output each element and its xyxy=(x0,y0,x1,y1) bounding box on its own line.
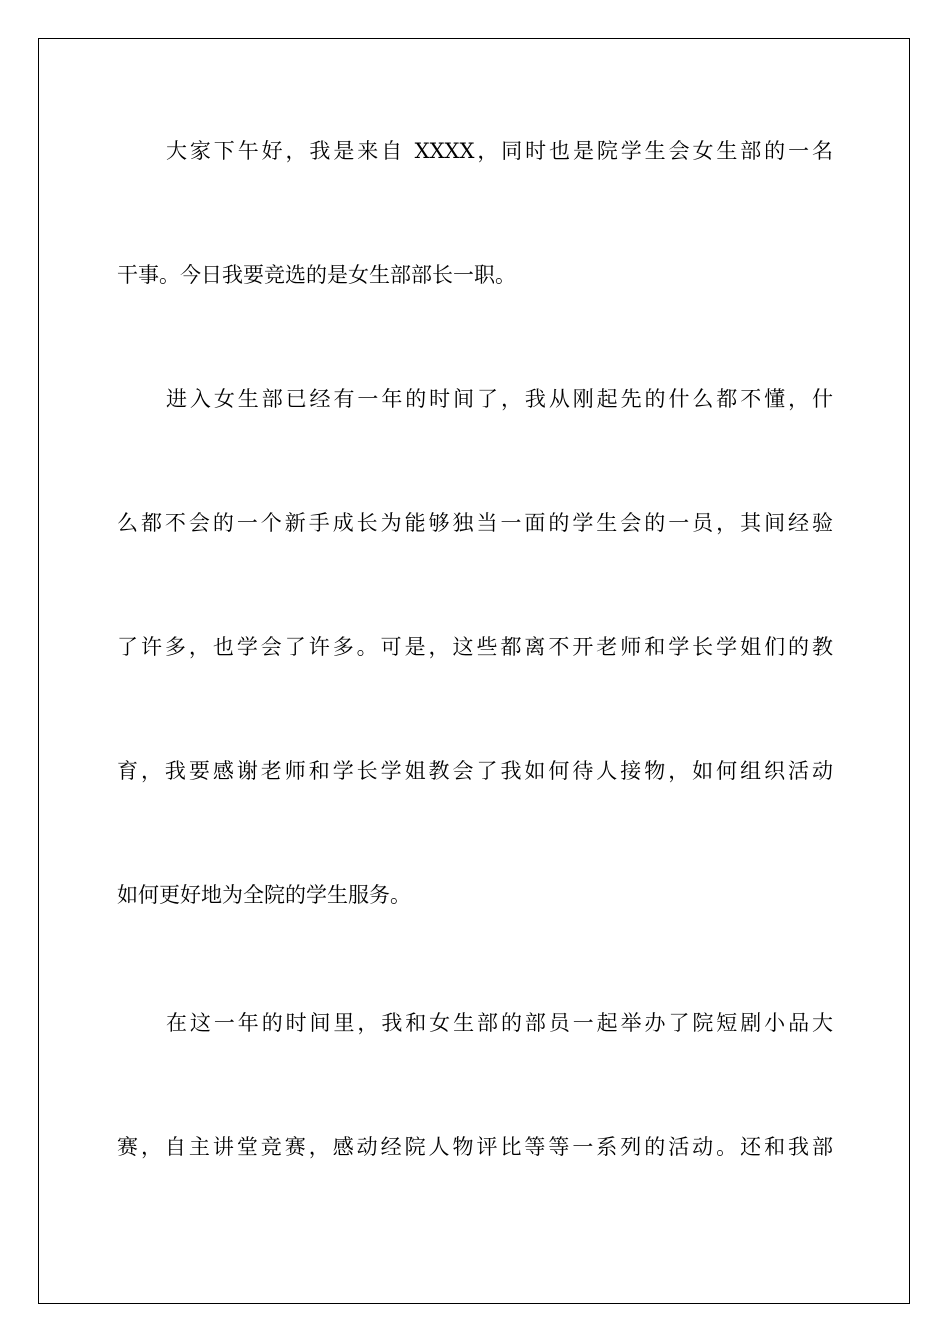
page-border xyxy=(38,38,910,1304)
paragraph-2-line-3: 了许多，也学会了许多。可是，这些都离不开老师和学长学姐们的教 xyxy=(117,635,833,659)
paragraph-3-line-1: 在这一年的时间里，我和女生部的部员一起举办了院短剧小品大 xyxy=(166,1011,833,1035)
paragraph-2-line-2: 么都不会的一个新手成长为能够独当一面的学生会的一员，其间经验 xyxy=(117,511,833,535)
paragraph-2-line-1: 进入女生部已经有一年的时间了，我从刚起先的什么都不懂，什 xyxy=(166,387,833,411)
paragraph-3-line-2: 赛，自主讲堂竞赛，感动经院人物评比等等一系列的活动。还和我部 xyxy=(117,1135,833,1159)
paragraph-1-line-1: 大家下午好，我是来自 XXXX，同时也是院学生会女生部的一名 xyxy=(166,139,833,163)
paragraph-2-line-5: 如何更好地为全院的学生服务。 xyxy=(117,883,411,907)
paragraph-1-line-2: 干事。今日我要竞选的是女生部部长一职。 xyxy=(117,263,516,287)
paragraph-2-line-4: 育，我要感谢老师和学长学姐教会了我如何待人接物，如何组织活动 xyxy=(117,759,833,783)
